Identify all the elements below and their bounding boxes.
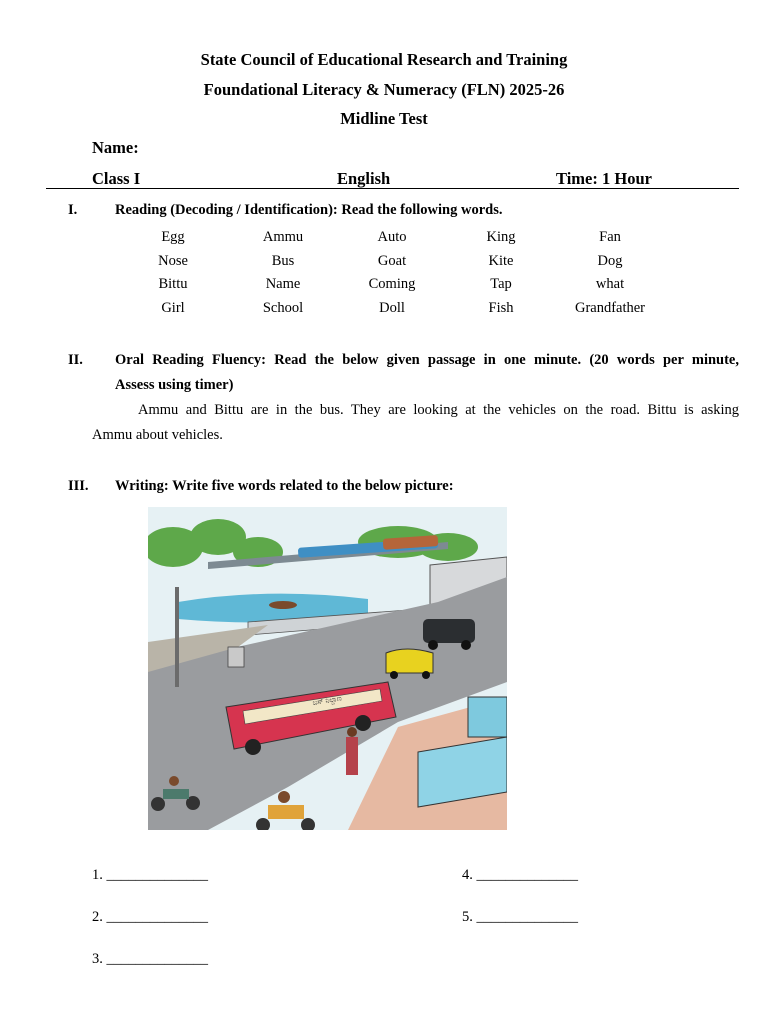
word-cell: Fan (599, 229, 621, 245)
name-label: Name: (92, 138, 139, 157)
word-cell: Nose (158, 253, 188, 269)
street-scene-picture (148, 507, 507, 830)
word-cell: Fish (488, 300, 514, 316)
word-cell: Grandfather (574, 300, 646, 316)
subject-label: English (337, 169, 391, 188)
answer-blank-4[interactable]: 4. ______________ (462, 867, 578, 883)
word-cell: Egg (161, 229, 185, 245)
word-cell: Kite (488, 253, 514, 269)
word-cell: Name (265, 276, 301, 292)
passage-line-1: Ammu and Bittu are in the bus. They are looking at the vehicles on the road. Bittu is asking (138, 402, 739, 418)
answer-blank-3[interactable]: 3. ______________ (92, 951, 208, 967)
bus-sign-text: ಬಸ್ ನಿಲ್ದಾಣ (312, 694, 343, 707)
q1-text: Reading (Decoding / Identification): Read the following words. (115, 202, 503, 218)
word-cell: Doll (379, 300, 405, 316)
word-cell: King (486, 229, 516, 245)
q2-text: Oral Reading Fluency: Read the below given passage in one minute. (20 words per minute, (115, 352, 739, 368)
q3-number: III. (68, 478, 89, 494)
answer-blank-1[interactable]: 1. ______________ (92, 867, 208, 883)
word-cell: Bus (271, 253, 295, 269)
title-test: Midline Test (340, 109, 428, 128)
title-council: State Council of Educational Research and Training (200, 50, 568, 69)
time-label: Time: 1 Hour (556, 169, 652, 188)
passage-line-2: Ammu about vehicles. (92, 427, 223, 443)
q1-number: I. (68, 202, 78, 218)
word-cell: Bittu (158, 276, 188, 292)
q2-text-cont: Assess using timer) (115, 377, 234, 393)
word-cell: Goat (377, 253, 407, 269)
word-cell: Auto (377, 229, 407, 245)
word-cell: Tap (490, 276, 512, 292)
word-cell: School (262, 300, 304, 316)
word-cell: Ammu (262, 229, 304, 245)
word-cell: Dog (597, 253, 623, 269)
word-cell: Girl (161, 300, 185, 316)
word-cell: Coming (368, 276, 416, 292)
q3-text: Writing: Write five words related to the below picture: (115, 478, 454, 494)
header-rule (46, 188, 739, 189)
q2-number: II. (68, 352, 83, 368)
class-label: Class I (92, 169, 141, 188)
answer-blank-2[interactable]: 2. ______________ (92, 909, 208, 925)
answer-blank-5[interactable]: 5. ______________ (462, 909, 578, 925)
title-program: Foundational Literacy & Numeracy (FLN) 2025-26 (203, 80, 565, 99)
word-cell: what (595, 276, 625, 292)
